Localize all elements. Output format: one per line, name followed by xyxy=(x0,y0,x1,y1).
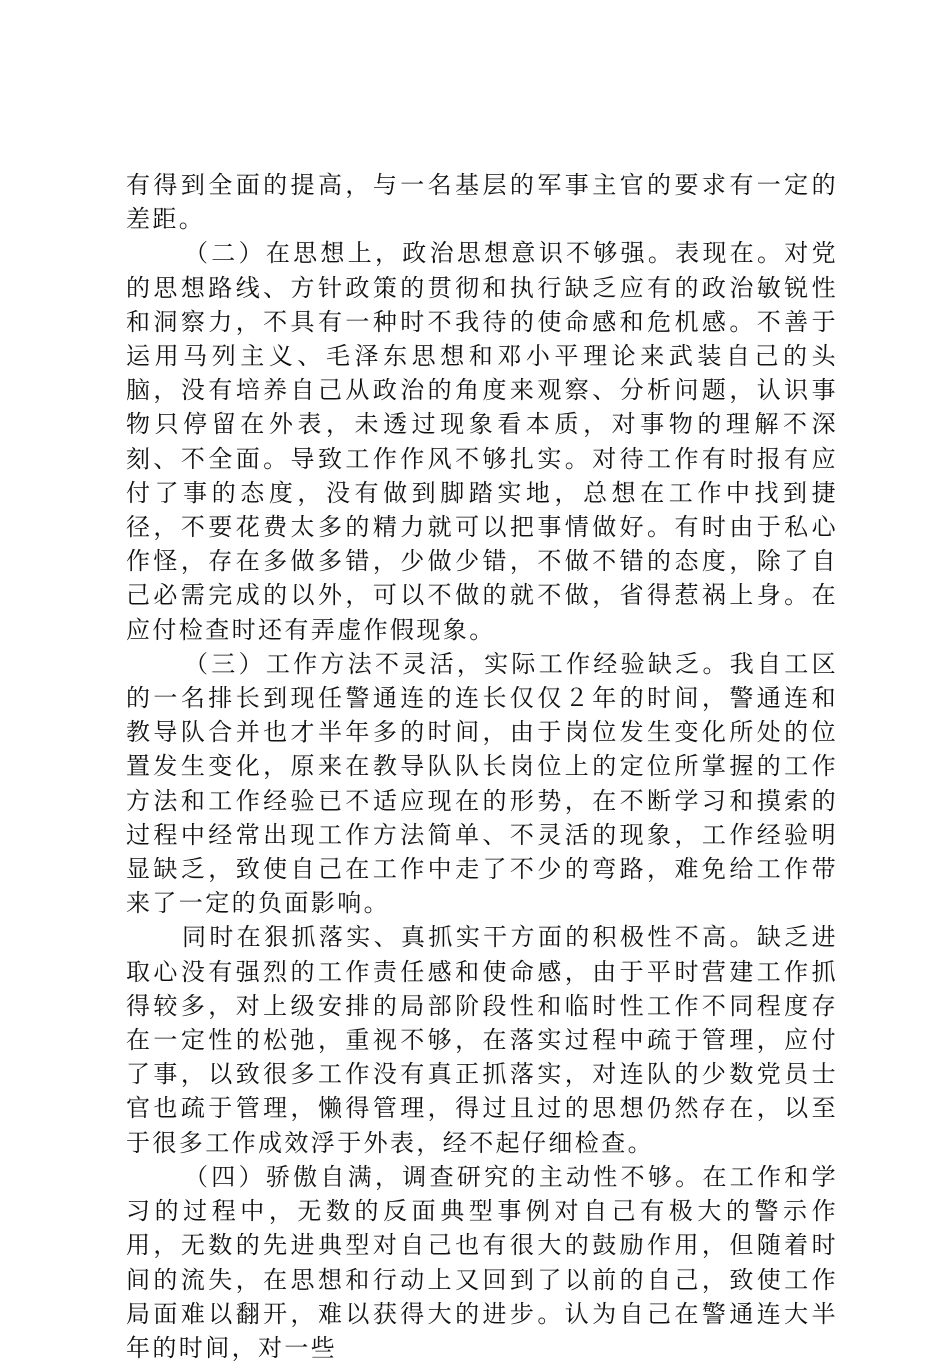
paragraph-section-2: （二）在思想上，政治思想意识不够强。表现在。对党的思想路线、方针政策的贯彻和执行缺乏应有的政治敏锐性和洞察力，不具有一种时不我待的使命感和危机感。不善于运用马列主义、毛泽东思想和邓小平理论来武装自己的头脑，没有培养自己从政治的角度来观察、分析问题，认识事物只停留在外表，未透过现象看本质，对事物的理解不深刻、不全面。导致工作作风不够扎实。对待工作有时报有应付了事的态度，没有做到脚踏实地，总想在工作中找到捷径，不要花费太多的精力就可以把事情做好。有时由于私心作怪，存在多做多错，少做少错，不做不错的态度，除了自己必需完成的以外，可以不做的就不做，省得惹祸上身。在应付检查时还有弄虚作假现象。 xyxy=(126,239,838,644)
document-body xyxy=(126,168,838,1365)
paragraph-section-3: （三）工作方法不灵活，实际工作经验缺乏。我自工区的一名排长到现任警通连的连长仅仅２年的时间，警通连和教导队合并也才半年多的时间，由于岗位发生变化所处的位置发生变化，原来在教导队队长岗位上的定位所掌握的工作方法和工作经验已不适应现在的形势，在不断学习和摸索的过程中经常出现工作方法简单、不灵活的现象，工作经验明显缺乏，致使自己在工作中走了不少的弯路，难免给工作带来了一定的负面影响。 xyxy=(126,649,838,918)
paragraph-continuation: 有得到全面的提高，与一名基层的军事主官的要求有一定的差距。 xyxy=(126,171,838,234)
paragraph-implementation: 同时在狠抓落实、真抓实干方面的积极性不高。缺乏进取心没有强烈的工作责任感和使命感，由于平时营建工作抓得较多，对上级安排的局部阶段性和临时性工作不同程度存在一定性的松弛，重视不够，在落实过程中疏于管理，应付了事，以致很多工作没有真正抓落实，对连队的少数党员士官也疏于管理，懒得管理，得过且过的思想仍然存在，以至于很多工作成效浮于外表，经不起仔细检查。 xyxy=(126,923,838,1157)
paragraph-section-4: （四）骄傲自满，调查研究的主动性不够。在工作和学习的过程中，无数的反面典型事例对自己有极大的警示作用，无数的先进典型对自己也有很大的鼓励作用，但随着时间的流失，在思想和行动上又回到了以前的自己，致使工作局面难以翻开，难以获得大的进步。认为自己在警通连大半年的时间，对一些 xyxy=(126,1162,838,1362)
